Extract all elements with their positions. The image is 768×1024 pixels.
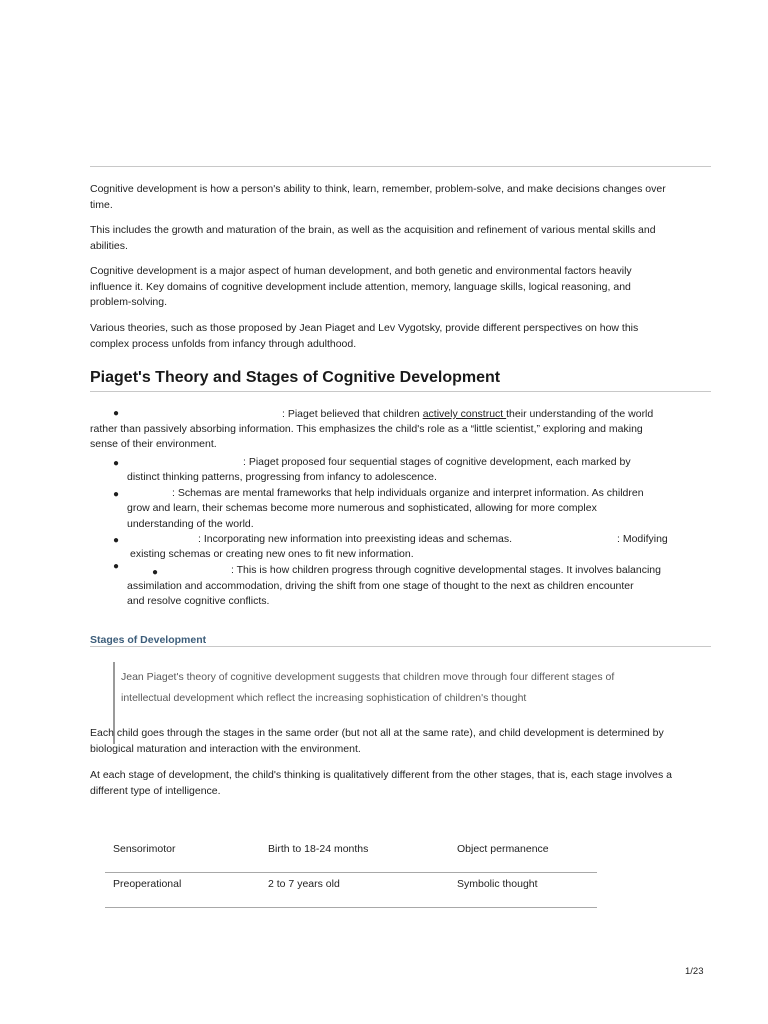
bullet-icon: ● xyxy=(113,408,120,419)
bullet-3-line-3: understanding of the world. xyxy=(127,518,254,530)
bullet-5-line-1: : This is how children progress through cognitive developmental stages. It involves balancing xyxy=(231,564,661,576)
bullet-1-line-2: rather than passively absorbing information. This emphasizes the child's role as a “little scientist,” exploring and making xyxy=(90,423,643,435)
table-cell: Symbolic thought xyxy=(457,878,538,890)
table-row xyxy=(105,838,597,873)
subheading-divider xyxy=(90,646,711,647)
bullet-icon: ● xyxy=(113,458,120,469)
table-cell: Sensorimotor xyxy=(113,843,176,855)
intro-paragraph-4: Various theories, such as those proposed by Jean Piaget and Lev Vygotsky, provide different perspectives on how this complex process unfolds from infancy through adulthood. xyxy=(90,322,639,350)
stages-table xyxy=(105,838,597,908)
heading-divider xyxy=(90,391,711,392)
bullet-2-line-2: distinct thinking patterns, progressing from infancy to adolescence. xyxy=(127,471,437,483)
bullet-4-line-1a: : Incorporating new information into preexisting ideas and schemas. xyxy=(198,533,513,545)
table-cell: Object permanence xyxy=(457,843,549,855)
bullet-4-line-2: existing schemas or creating new ones to fit new information. xyxy=(130,548,414,560)
section-heading: Piaget's Theory and Stages of Cognitive Development xyxy=(90,369,501,386)
bullet-icon: ● xyxy=(113,535,120,546)
bullet-3-line-2: grow and learn, their schemas become more numerous and sophisticated, allowing for more complex xyxy=(127,502,597,514)
intro-paragraph-3: Cognitive development is a major aspect of human development, and both genetic and environmental factors heavily influence it. Key domains of cognitive development include attention, memory, language skills, logical reasoning, and problem-solving. xyxy=(90,265,632,309)
table-cell: Preoperational xyxy=(113,878,182,890)
bullet-1-line-3: sense of their environment. xyxy=(90,438,217,450)
underlined-text: actively construct xyxy=(422,408,507,420)
bullet-icon: ● xyxy=(152,567,159,578)
bullet-5-line-2: assimilation and accommodation, driving the shift from one stage of thought to the next as children encounter xyxy=(127,580,634,592)
table-cell: Birth to 18-24 months xyxy=(268,843,369,855)
page-number: 1/23 xyxy=(685,966,704,977)
top-divider xyxy=(90,166,711,167)
bullet-3-line-1: : Schemas are mental frameworks that help individuals organize and interpret information. As children xyxy=(172,487,644,499)
intro-paragraph-1: Cognitive development is how a person's ability to think, learn, remember, problem-solve, and make decisions changes over time. xyxy=(90,183,666,211)
blockquote-line-2: intellectual development which reflect the increasing sophistication of children's thought xyxy=(121,692,527,704)
subheading: Stages of Development xyxy=(90,634,207,646)
table-cell: 2 to 7 years old xyxy=(268,878,340,890)
bullet-2-line-1: : Piaget proposed four sequential stages of cognitive development, each marked by xyxy=(243,456,631,468)
body-paragraph-2: At each stage of development, the child's thinking is qualitatively different from the other stages, that is, each stage involves a different type of intelligence. xyxy=(90,769,672,797)
bullet-1-line-1: : Piaget believed that children actively construct their understanding of the world xyxy=(282,408,654,420)
table-row xyxy=(105,873,597,908)
body-paragraph-1: Each child goes through the stages in the same order (but not all at the same rate), and child development is determined by biological maturation and interaction with the environment. xyxy=(90,727,664,755)
intro-paragraph-2: This includes the growth and maturation of the brain, as well as the acquisition and refinement of various mental skills and abilities. xyxy=(90,224,656,252)
bullet-4-line-1b: : Modifying xyxy=(617,533,668,545)
bullet-icon: ● xyxy=(113,561,120,572)
bullet-icon: ● xyxy=(113,489,120,500)
bullet-5-line-3: and resolve cognitive conflicts. xyxy=(127,595,270,607)
blockquote-line-1: Jean Piaget's theory of cognitive development suggests that children move through four different stages of xyxy=(121,671,615,683)
